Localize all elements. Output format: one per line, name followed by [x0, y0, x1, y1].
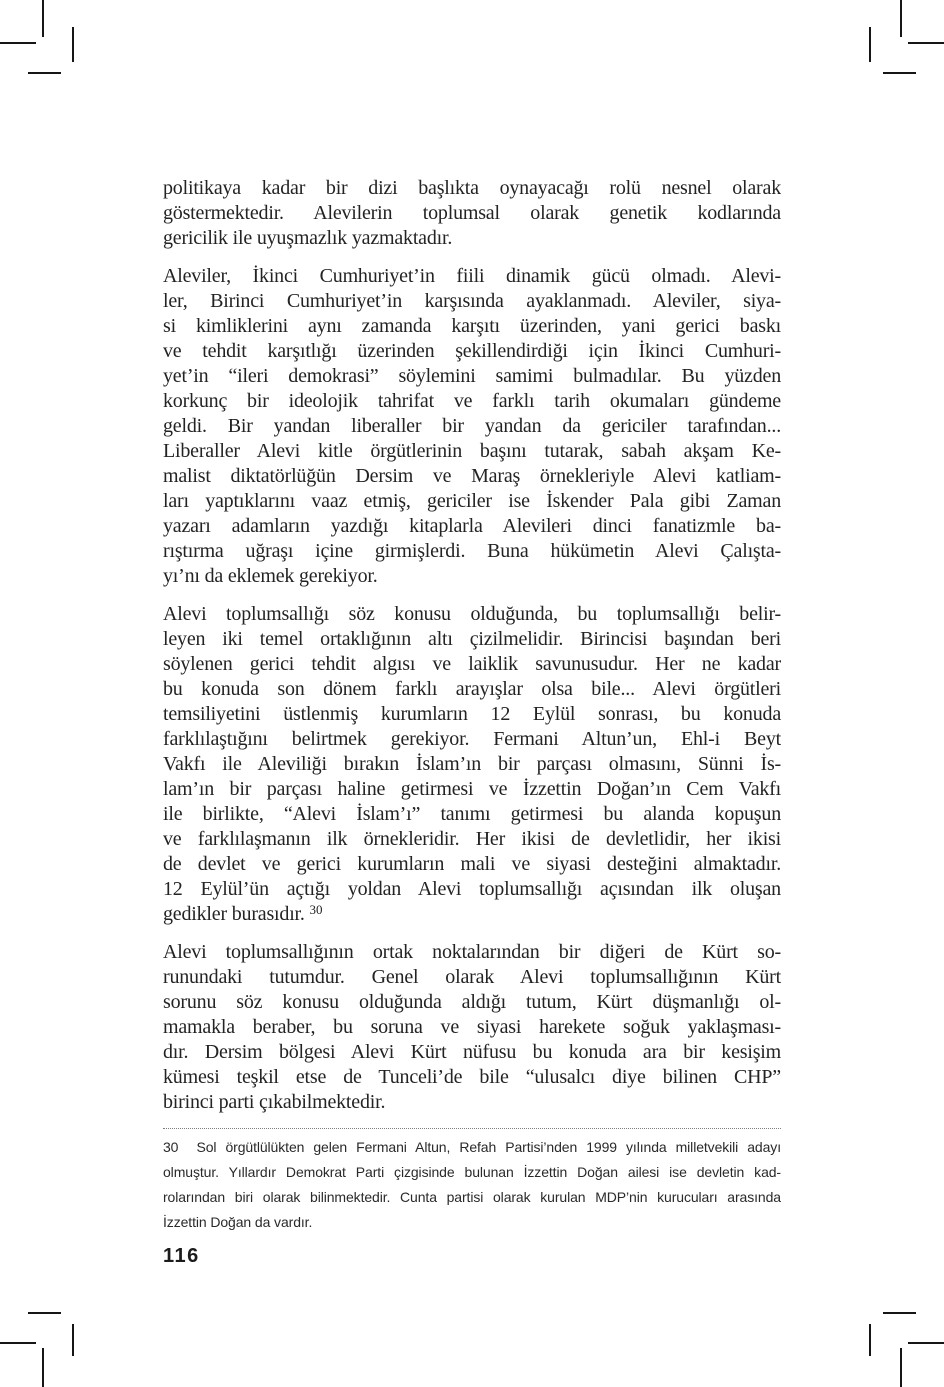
paragraph — [163, 602, 781, 927]
text-line: farklılaştığını belirtmek gerekiyor. Fermani Altun’un, Ehl-i Beyt — [163, 728, 781, 750]
text-line: si kimliklerini aynı zamanda karşıtı üzerinden, yani gerici baskı — [163, 315, 781, 337]
text-line: dır. Dersim bölgesi Alevi Kürt nüfusu bu konuda ara bir kesişim — [163, 1041, 781, 1063]
text-line: ile birlikte, “Alevi İslam’ı” tanımı getirmesi bu alanda kopuşun — [163, 803, 781, 825]
crop-mark-top-right-inner-h — [883, 72, 916, 74]
paragraph — [163, 176, 781, 251]
text-block — [163, 176, 781, 1268]
paragraph — [163, 940, 781, 1115]
footnote — [163, 1135, 781, 1235]
text-line: rıştırma uğraşı içine girmişlerdi. Buna hükümetin Alevi Çalışta- — [163, 540, 781, 562]
text-line: olmuştur. Yıllardır Demokrat Parti çizgisinde bulunan İzzettin Doğan ailesi ise devletin kad- — [163, 1164, 781, 1180]
crop-mark-bottom-left-outer-v — [42, 1348, 44, 1387]
text-line: rolarından biri olarak bilinmektedir. Cunta partisi olarak kurulan MDP’nin kurucuları arasında — [163, 1189, 781, 1205]
page-number: 116 — [163, 1245, 200, 1267]
text-line: kümesi teşkil etse de Tunceli’de bile “ulusalcı diye bilinen CHP” — [163, 1066, 781, 1088]
crop-mark-top-right-outer-v — [900, 0, 902, 37]
text-line: lam’ın bir parçası haline getirmesi ve İzzettin Doğan’ın Cem Vakfı — [163, 778, 781, 800]
text-line: ler, Birinci Cumhuriyet’in karşısında ayaklanmadı. Aleviler, siya- — [163, 290, 781, 312]
text-line: mamakla beraber, bu soruna ve siyasi harekete soğuk yaklaşması- — [163, 1016, 781, 1038]
text-line: sorunu söz konusu olduğunda aldığı tutum, Kürt düşmanlığı ol- — [163, 991, 781, 1013]
text-line: ları yaptıklarını vaaz etmiş, gericiler ise İskender Pala gibi Zaman — [163, 490, 781, 512]
text-line: birinci parti çıkabilmektedir. — [163, 1091, 386, 1113]
text-line: de devlet ve gerici kurumların mali ve siyasi desteğini almaktadır. — [163, 853, 781, 875]
text-line: runundaki tutumdur. Genel olarak Alevi toplumsallığının Kürt — [163, 966, 781, 988]
paragraph — [163, 264, 781, 589]
text-line: İzzettin Doğan da vardır. — [163, 1214, 313, 1230]
text-line: Liberaller Alevi kitle örgütlerinin başını tutarak, sabah akşam Ke- — [163, 440, 781, 462]
footnote-separator — [163, 1128, 781, 1129]
text-line: ve tehdit karşıtlığı üzerinden şekillendirdiği için İkinci Cumhuri- — [163, 340, 781, 362]
text-line: söylenen gerici tehdit algısı ve laiklik savunusudur. Her ne kadar — [163, 653, 781, 675]
text-line: bu konuda son dönem farklı arayışlar olsa bile... Alevi örgütleri — [163, 678, 781, 700]
text-line: yı’nı da eklemek gerekiyor. — [163, 565, 378, 587]
text-line: göstermektedir. Alevilerin toplumsal olarak genetik kodlarında — [163, 202, 781, 224]
crop-mark-bottom-right-inner-v — [869, 1324, 871, 1356]
text-line: Alevi toplumsallığı söz konusu olduğunda, bu toplumsallığı belir- — [163, 603, 781, 625]
crop-mark-top-right-inner-v — [869, 27, 871, 62]
footnote-reference: 30 — [309, 902, 323, 917]
crop-mark-bottom-left-inner-h — [28, 1312, 61, 1314]
text-line: Vakfı ile Aleviliği bırakın İslam’ın bir parçası olmasını, Sünni İs- — [163, 753, 781, 775]
crop-mark-top-left-inner-h — [28, 72, 61, 74]
crop-mark-bottom-right-outer-h — [908, 1342, 944, 1344]
crop-mark-top-left-outer-v — [42, 0, 44, 37]
text-line: 30 Sol örgütlülükten gelen Fermani Altun, Refah Partisi’nden 1999 yılında milletvekili adayı — [163, 1139, 781, 1155]
text-line: temsiliyetini üstlenmiş kurumların 12 Eylül sonrası, bu konuda — [163, 703, 781, 725]
body-text — [163, 176, 781, 1115]
text-line: yazarı adamların yazdığı kitaplarla Alevileri dinci fanatizmle ba- — [163, 515, 781, 537]
text-line: gedikler burasıdır. $^{30}$ — [163, 902, 323, 925]
crop-mark-top-right-outer-h — [908, 42, 944, 44]
text-line: gericilik ile uyuşmazlık yazmaktadır. — [163, 227, 453, 249]
crop-mark-bottom-left-outer-h — [0, 1342, 36, 1344]
crop-mark-bottom-right-outer-v — [900, 1348, 902, 1387]
text-line: malist diktatörlüğün Dersim ve Maraş örnekleriyle Alevi katliam- — [163, 465, 781, 487]
crop-mark-top-left-outer-h — [0, 42, 36, 44]
crop-mark-top-left-inner-v — [72, 27, 74, 62]
text-line: Aleviler, İkinci Cumhuriyet’in fiili dinamik gücü olmadı. Alevi- — [163, 265, 781, 287]
crop-mark-bottom-left-inner-v — [72, 1324, 74, 1356]
text-line: Alevi toplumsallığının ortak noktalarından bir diğeri de Kürt so- — [163, 941, 781, 963]
text-line: 12 Eylül’ün açtığı yoldan Alevi toplumsallığı açısından ilk oluşan — [163, 878, 781, 900]
text-line: geldi. Bir yandan liberaller bir yandan da gericiler tarafından... — [163, 415, 781, 437]
text-line: politikaya kadar bir dizi başlıkta oynayacağı rolü nesnel olarak — [163, 177, 781, 199]
text-line: leyen iki temel ortaklığının altı çizilmelidir. Birincisi başından beri — [163, 628, 781, 650]
text-line: yet’in “ileri demokrasi” söylemini samimi bulmadılar. Bu yüzden — [163, 365, 781, 387]
crop-mark-bottom-right-inner-h — [883, 1312, 916, 1314]
text-line: ve farklılaşmanın ilk örnekleridir. Her ikisi de devletlidir, her ikisi — [163, 828, 781, 850]
text-line: korkunç bir ideolojik tahrifat ve farklı tarih okumaları gündeme — [163, 390, 781, 412]
